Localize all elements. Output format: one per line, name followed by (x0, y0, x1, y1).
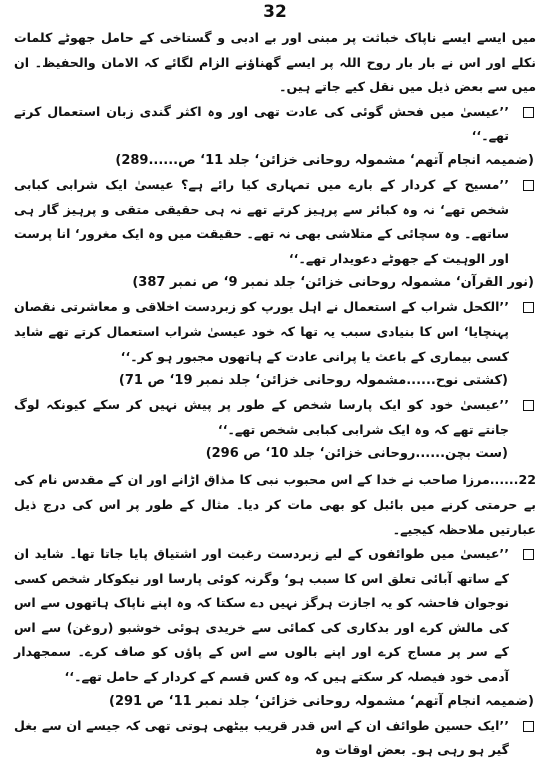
quote-item (14, 714, 536, 763)
quote-text: ’’مسیح کے کردار کے بارے میں تمہاری کیا رائے ہے؟ عیسیٰ ایک شرابی کبابی شخص تھے‘ نہ وہ کبائر سے پرہیز کرتے تھے نہ ہی حقیقی متقی و پرہیز گار ہی ساتھے۔ وہ سچائی کے متلاشی بھی نہ تھے۔ حقیقت میں وہ ایک مغرور‘ انا پرست اور الوہیت کے جھوٹے دعویدار تھے۔‘‘ (14, 176, 509, 266)
quote-item (14, 295, 536, 369)
quote-item (14, 100, 536, 149)
square-bullet-icon (523, 549, 534, 560)
quote-reference: (ست بچن......روحانی خزائن‘ جلد 10‘ ص 296) (205, 446, 508, 462)
quote-text: ’’الکحل شراب کے استعمال نے اہل یورپ کو زبردست اخلاقی و معاشرتی نقصان پہنچایا‘ اس کا بنیادی سبب یہ تھا کہ خود عیسیٰ شراب استعمال کرتے تھے شاید کسی بیماری کے باعث یا پرانی عادت کے ہاتھوں مجبور ہو کر۔‘‘ (14, 299, 509, 364)
quote-item (14, 393, 536, 442)
square-bullet-icon (523, 180, 534, 191)
quote-item (14, 542, 536, 690)
quote-text: ’’عیسیٰ میں طوائفوں کے لیے زبردست رغبت اور اشتیاق پایا جاتا تھا۔ شاید ان کے ساتھ آبائی تعلق اس کا سبب ہو‘ وگرنہ کوئی پارسا اور نیکوکار شخص کسی نوجوان فاحشہ کو یہ اجازت ہرگز نہیں دے سکتا کہ وہ اپنے ناپاک ہاتھوں سے اس کی مالش کرے اور بدکاری کی کمائی سے خریدی ہوئی خوشبو (روغن) سے اس کے سر پر مساج کرے اور اپنے بالوں سے اس کے پاؤں کو صاف کرے۔ سمجھدار آدمی خود فیصلہ کر سکتے ہیں کہ وہ کس قسم کے کردار کے حامل تھے۔‘‘ (14, 546, 509, 685)
page-number: 32 (263, 2, 287, 22)
quote-text: ’’عیسیٰ خود کو ایک پارسا شخص کے طور پر پیش نہیں کر سکے کیونکہ لوگ جانتے تھے کہ وہ ایک شرابی کبابی شخص تھے۔‘‘ (14, 397, 509, 437)
quote-text: ’’ایک حسین طوائف ان کے اس قدر قریب بیٹھی ہوتی تھی کہ جیسے ان سے بغل گیر ہو رہی ہو۔ بعض اوقات وہ (14, 717, 509, 758)
square-bullet-icon (523, 400, 534, 411)
quote-reference: (ضمیمہ انجام آتھم‘ مشمولہ روحانی خزائن‘ جلد 11‘ ص......289) (115, 152, 534, 168)
quote-reference: (ضمیمہ انجام آتھم‘ مشمولہ روحانی خزائن‘ جلد نمبر 11‘ ص 291) (108, 693, 534, 709)
numbered-paragraph: 22......مرزا صاحب نے خدا کے اس محبوب نبی کا مذاق اڑانے اور ان کے مقدس نام کی بے حرمتی کرنے میں بائبل کو بھی مات کر دیا۔ مثال کے طور پر اس کی درج ذیل عبارتیں ملاحظہ کیجیے۔ (14, 472, 536, 537)
quote-item (14, 173, 536, 271)
square-bullet-icon (523, 302, 534, 313)
quote-text: ’’عیسیٰ میں فحش گوئی کی عادت تھی اور وہ اکثر گندی زبان استعمال کرتے تھے۔‘‘ (14, 103, 509, 144)
quote-reference: (نور القرآن‘ مشمولہ روحانی خزائن‘ جلد نمبر 9‘ ص نمبر 387) (132, 275, 534, 291)
quote-list-2 (14, 542, 536, 763)
square-bullet-icon (523, 721, 534, 732)
quote-list-1 (14, 100, 536, 467)
square-bullet-icon (523, 107, 534, 118)
intro-paragraph: میں ایسے ایسے ناپاک خباثت پر مبنی اور بے ادبی و گستاخی کے حامل جھوٹے کلمات نکلے اور اس نے بار بار روح اللہ پر ایسے گھناؤنے الزام لگائے کہ الامان والحفیظ۔ ان میں سے بعض ذیل میں نقل کیے جاتے ہیں۔ (14, 30, 536, 95)
quote-reference: (کشتی نوح......مشمولہ روحانی خزائن‘ جلد نمبر 19‘ ص 71) (118, 373, 508, 389)
